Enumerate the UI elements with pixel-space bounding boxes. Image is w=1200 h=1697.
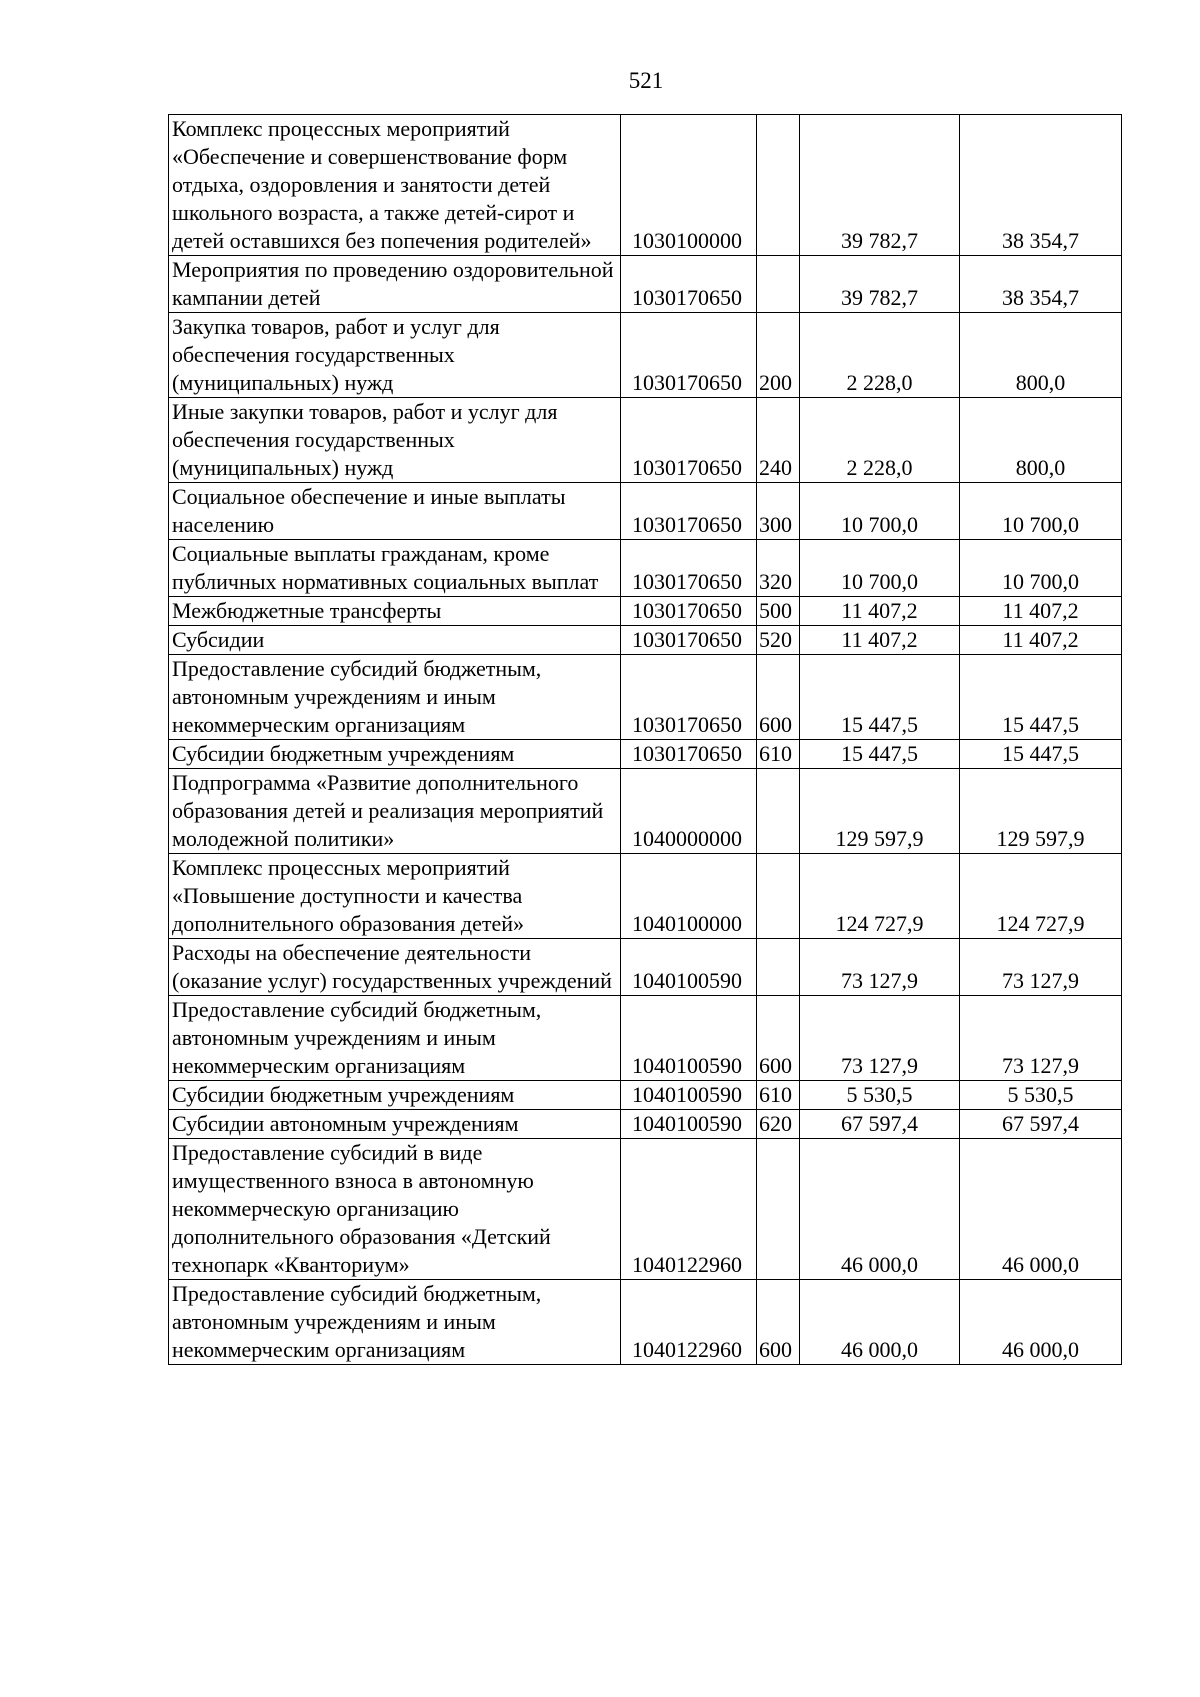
row-expense-type: [757, 939, 800, 996]
table-row: [169, 1110, 1122, 1139]
table-row: [169, 1280, 1122, 1365]
row-amount-2: 800,0: [960, 398, 1122, 483]
row-amount-1: 10 700,0: [800, 540, 960, 597]
row-amount-1: 39 782,7: [800, 115, 960, 256]
row-amount-1: 2 228,0: [800, 398, 960, 483]
table-row: [169, 115, 1122, 256]
table-row: [169, 1139, 1122, 1280]
row-expense-type: [757, 1139, 800, 1280]
row-expense-type: 610: [757, 1081, 800, 1110]
row-expense-type: 600: [757, 1280, 800, 1365]
row-amount-1: 46 000,0: [800, 1139, 960, 1280]
row-amount-2: 38 354,7: [960, 115, 1122, 256]
row-amount-2: 11 407,2: [960, 626, 1122, 655]
budget-table-body: [169, 115, 1122, 1365]
row-amount-2: 10 700,0: [960, 483, 1122, 540]
table-row: [169, 483, 1122, 540]
row-code: 1030170650: [621, 483, 757, 540]
row-expense-type: [757, 769, 800, 854]
table-row: [169, 769, 1122, 854]
row-amount-2: 15 447,5: [960, 740, 1122, 769]
row-amount-2: 73 127,9: [960, 939, 1122, 996]
page-number: 521: [628, 68, 664, 93]
row-amount-2: 10 700,0: [960, 540, 1122, 597]
row-code: 1030170650: [621, 740, 757, 769]
table-row: [169, 740, 1122, 769]
row-code: 1040100000: [621, 854, 757, 939]
row-name: Предоставление субсидий бюджетным, автономным учреждениям и иным некоммерческим организациям: [169, 996, 621, 1081]
row-amount-1: 67 597,4: [800, 1110, 960, 1139]
row-amount-1: 11 407,2: [800, 597, 960, 626]
row-amount-2: 46 000,0: [960, 1139, 1122, 1280]
row-name: Предоставление субсидий в виде имущественного взноса в автономную некоммерческую организацию дополнительного образования «Детский технопарк «Кванториум»: [169, 1139, 621, 1280]
row-code: 1040000000: [621, 769, 757, 854]
row-amount-1: 73 127,9: [800, 996, 960, 1081]
table-row: [169, 854, 1122, 939]
table-row: [169, 540, 1122, 597]
row-amount-2: 800,0: [960, 313, 1122, 398]
row-expense-type: 520: [757, 626, 800, 655]
row-name: Межбюджетные трансферты: [169, 597, 621, 626]
row-amount-2: 15 447,5: [960, 655, 1122, 740]
row-name: Субсидии бюджетным учреждениям: [169, 1081, 621, 1110]
row-name: Социальное обеспечение и иные выплаты населению: [169, 483, 621, 540]
row-name: Субсидии: [169, 626, 621, 655]
row-expense-type: [757, 256, 800, 313]
budget-table: [168, 114, 1122, 1365]
table-row: [169, 655, 1122, 740]
row-amount-2: 129 597,9: [960, 769, 1122, 854]
row-code: 1040100590: [621, 1110, 757, 1139]
table-row: [169, 256, 1122, 313]
row-expense-type: 240: [757, 398, 800, 483]
row-code: 1040100590: [621, 1081, 757, 1110]
row-amount-1: 15 447,5: [800, 655, 960, 740]
row-amount-1: 39 782,7: [800, 256, 960, 313]
table-row: [169, 597, 1122, 626]
row-code: 1030170650: [621, 313, 757, 398]
row-code: 1030170650: [621, 597, 757, 626]
row-code: 1030170650: [621, 398, 757, 483]
row-amount-2: 5 530,5: [960, 1081, 1122, 1110]
row-amount-1: 5 530,5: [800, 1081, 960, 1110]
row-amount-2: 124 727,9: [960, 854, 1122, 939]
row-amount-1: 11 407,2: [800, 626, 960, 655]
row-amount-2: 11 407,2: [960, 597, 1122, 626]
table-row: [169, 626, 1122, 655]
row-amount-2: 67 597,4: [960, 1110, 1122, 1139]
row-expense-type: [757, 115, 800, 256]
row-name: Предоставление субсидий бюджетным, автономным учреждениям и иным некоммерческим организациям: [169, 655, 621, 740]
row-amount-2: 73 127,9: [960, 996, 1122, 1081]
table-row: [169, 939, 1122, 996]
row-name: Комплекс процессных мероприятий «Обеспечение и совершенствование форм отдыха, оздоровления и занятости детей школьного возраста, а также детей-сирот и детей оставшихся без попечения родителей»: [169, 115, 621, 256]
row-expense-type: 300: [757, 483, 800, 540]
row-amount-1: 46 000,0: [800, 1280, 960, 1365]
row-code: 1030170650: [621, 655, 757, 740]
row-expense-type: 200: [757, 313, 800, 398]
row-expense-type: 600: [757, 655, 800, 740]
row-amount-1: 10 700,0: [800, 483, 960, 540]
row-amount-1: 2 228,0: [800, 313, 960, 398]
row-name: Субсидии бюджетным учреждениям: [169, 740, 621, 769]
table-row: [169, 313, 1122, 398]
row-name: Социальные выплаты гражданам, кроме публичных нормативных социальных выплат: [169, 540, 621, 597]
row-code: 1030170650: [621, 256, 757, 313]
row-name: Закупка товаров, работ и услуг для обеспечения государственных (муниципальных) нужд: [169, 313, 621, 398]
row-code: 1030100000: [621, 115, 757, 256]
row-amount-1: 15 447,5: [800, 740, 960, 769]
row-amount-1: 124 727,9: [800, 854, 960, 939]
row-amount-2: 46 000,0: [960, 1280, 1122, 1365]
row-expense-type: 600: [757, 996, 800, 1081]
row-name: Расходы на обеспечение деятельности (оказание услуг) государственных учреждений: [169, 939, 621, 996]
row-code: 1040100590: [621, 939, 757, 996]
row-name: Подпрограмма «Развитие дополнительного образования детей и реализация мероприятий молодежной политики»: [169, 769, 621, 854]
row-code: 1030170650: [621, 540, 757, 597]
row-amount-2: 38 354,7: [960, 256, 1122, 313]
row-name: Предоставление субсидий бюджетным, автономным учреждениям и иным некоммерческим организациям: [169, 1280, 621, 1365]
row-expense-type: 620: [757, 1110, 800, 1139]
table-row: [169, 1081, 1122, 1110]
row-expense-type: [757, 854, 800, 939]
row-name: Мероприятия по проведению оздоровительной кампании детей: [169, 256, 621, 313]
row-expense-type: 500: [757, 597, 800, 626]
row-name: Субсидии автономным учреждениям: [169, 1110, 621, 1139]
table-row: [169, 398, 1122, 483]
row-name: Комплекс процессных мероприятий «Повышение доступности и качества дополнительного образования детей»: [169, 854, 621, 939]
table-row: [169, 996, 1122, 1081]
row-amount-1: 73 127,9: [800, 939, 960, 996]
row-expense-type: 610: [757, 740, 800, 769]
row-code: 1040100590: [621, 996, 757, 1081]
row-code: 1040122960: [621, 1139, 757, 1280]
row-code: 1040122960: [621, 1280, 757, 1365]
row-expense-type: 320: [757, 540, 800, 597]
row-code: 1030170650: [621, 626, 757, 655]
row-amount-1: 129 597,9: [800, 769, 960, 854]
row-name: Иные закупки товаров, работ и услуг для обеспечения государственных (муниципальных) нужд: [169, 398, 621, 483]
